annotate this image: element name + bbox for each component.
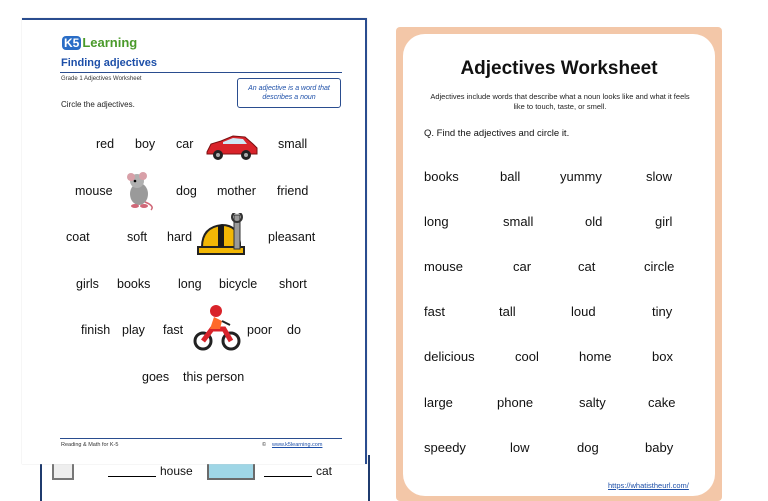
word-item: car <box>513 259 532 274</box>
word-item: cool <box>515 349 539 364</box>
footer-tagline: Reading & Math for K-5 <box>61 442 119 448</box>
worksheet-subtitle: Grade 1 Adjectives Worksheet <box>61 76 142 82</box>
footer-link[interactable]: www.k5learning.com <box>272 442 323 448</box>
word-item: circle <box>644 259 675 274</box>
word-item: boy <box>135 137 156 151</box>
word-item: short <box>279 277 307 291</box>
word-item: fast <box>424 304 445 319</box>
word-item: loud <box>571 304 596 319</box>
word-item: long <box>424 214 449 229</box>
word-item: tall <box>499 304 516 319</box>
word-item: hard <box>167 230 193 244</box>
word-item: books <box>117 277 151 291</box>
red-car-icon <box>203 132 259 162</box>
mouse-icon <box>123 172 157 212</box>
source-url-link[interactable]: https://whatistheurl.com/ <box>608 481 689 490</box>
word-item: mother <box>217 184 256 198</box>
question-text: Q. Find the adjectives and circle it. <box>424 128 570 139</box>
word-item: this person <box>183 370 245 384</box>
word-item: fast <box>163 323 184 337</box>
word-item: slow <box>646 169 673 184</box>
word-item: dog <box>577 440 599 455</box>
word-item: speedy <box>424 440 466 455</box>
instruction-text: Circle the adjectives. <box>61 100 135 109</box>
word-item: baby <box>645 440 674 455</box>
word-item: cat <box>578 259 596 274</box>
cat-word: cat <box>316 464 333 478</box>
answer-blank <box>264 476 312 477</box>
title-divider <box>60 72 342 73</box>
word-item: red <box>96 137 115 151</box>
word-item: small <box>503 214 534 229</box>
answer-blank <box>108 476 156 477</box>
worksheet-title: Finding adjectives <box>61 57 157 69</box>
helmet-wrench-icon <box>196 213 252 261</box>
k5-learning-logo: K5 Learning <box>64 35 138 50</box>
word-item: goes <box>142 370 170 384</box>
footer-copyright: © <box>262 442 267 448</box>
word-item: delicious <box>424 349 475 364</box>
word-item: cake <box>648 395 676 410</box>
word-item: play <box>122 323 145 337</box>
worksheet-title: Adjectives Worksheet <box>460 58 658 79</box>
picture-thumbnail <box>52 462 74 480</box>
word-item: coat <box>66 230 90 244</box>
word-item: small <box>278 137 308 151</box>
word-item: tiny <box>652 304 673 319</box>
picture-thumbnail <box>207 462 255 480</box>
worksheet-description: Adjectives include words that describe what a noun looks like and what it feels like to touch, taste, or smell. <box>430 92 690 111</box>
finding-adjectives-worksheet <box>22 18 367 464</box>
word-item: soft <box>127 230 148 244</box>
word-item: poor <box>247 323 273 337</box>
word-item: old <box>585 214 603 229</box>
word-item: salty <box>579 395 606 410</box>
lower-worksheet-strip <box>52 462 352 482</box>
word-item: ball <box>500 169 521 184</box>
word-item: books <box>424 169 459 184</box>
word-item: large <box>424 395 453 410</box>
word-item: yummy <box>560 169 602 184</box>
word-item: dog <box>176 184 197 198</box>
definition-box: An adjective is a word that describes a noun <box>237 78 341 108</box>
word-item: bicycle <box>219 277 258 291</box>
word-item: finish <box>81 323 111 337</box>
footer-divider <box>60 438 342 439</box>
word-item: girls <box>76 277 99 291</box>
word-item: box <box>652 349 673 364</box>
word-item: friend <box>277 184 309 198</box>
word-item: phone <box>497 395 534 410</box>
word-item: long <box>178 277 202 291</box>
motorbike-rider-icon <box>192 303 242 353</box>
word-item: girl <box>655 214 673 229</box>
word-item: mouse <box>424 259 464 274</box>
word-item: do <box>287 323 301 337</box>
word-item: pleasant <box>268 230 316 244</box>
word-item: car <box>176 137 194 151</box>
house-word: house <box>160 464 193 478</box>
word-item: mouse <box>75 184 113 198</box>
word-item: low <box>510 440 530 455</box>
word-item: home <box>579 349 612 364</box>
